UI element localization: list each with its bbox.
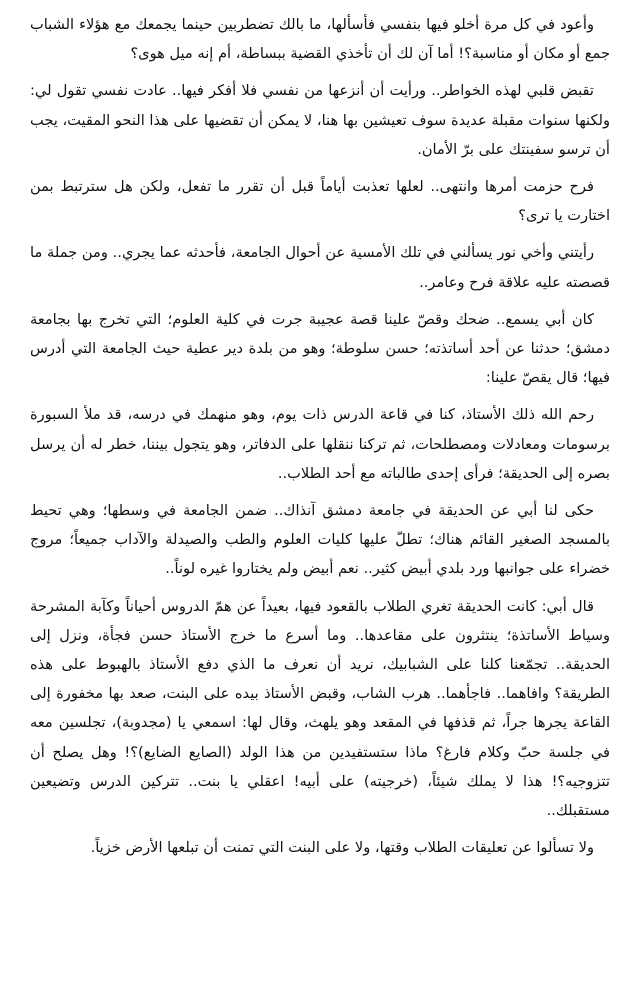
paragraph-2: تقبض قلبي لهذه الخواطر.. ورأيت أن أنزعها من نفسي فلا أفكر فيها.. عادت نفسي تقول لي: ولكنها سنوات مقبلة عديدة سوف تعيشين بها هنا، لا يمكن أن تقضيها على هذا النحو المقيت، يجب أن ترسو سفينتك على برّ الأمان. [30, 82, 610, 158]
paragraph-5: كان أبي يسمع.. ضحك وقصّ علينا قصة عجيبة جرت في كلية العلوم؛ التي تخرج بها بجامعة دمشق؛ حدثنا عن أحد أساتذته؛ حسن سلوطة؛ وهو من بلدة دير عطية حيث الجامعة التي أدرس فيها؛ قال يقصّ علينا: [30, 310, 610, 387]
paragraph-9: ولا تسألوا عن تعليقات الطلاب وقتها، ولا على البنت التي تمنت أن تبلعها الأرض خزياً. [90, 839, 594, 857]
paragraph-8: قال أبي: كانت الحديقة تغري الطلاب بالقعود فيها، بعيداً عن همّ الدروس أحياناً وكآبة المشرحة وسياط الأساتذة؛ ينتثرون على مقاعدها.. وما أسرع ما خرج الأستاذ حسن فجأة، ونزل إلى الحديقة.. تجمّعنا كلنا على الشبابيك، نريد أن نعرف ما الذي دفع الأستاذ بالهبوط على هذه الطريقة؟ وافاهما.. فاجأهما.. هرب الشاب، وقبض الأستاذ بيده على البنت، صعد بها مخفورة إلى القاعة يجرها جراً، ثم قذفها في المقعد وهو يلهث، وقال لها: اسمعي يا (مجدوبة)، تجلسين معه في جلسة حبّ وكلام فارغ؟ ماذا ستستفيدين من هذا الولد (الصايع الضايع)؟! وهل يصلح أن تتزوجيه؟! هذا لا يملك شيئاً، (خرجيته) على أبيه! اعقلي يا بنت.. تتركين الدرس وتضيعين مستقبلك.. [30, 597, 610, 820]
paragraph-3: فرح حزمت أمرها وانتهى.. لعلها تعذبت أياماً قبل أن تقرر ما تفعل، ولكن هل سترتبط بمن اختارت يا ترى؟ [30, 178, 610, 225]
paragraph-4: رأيتني وأخي نور يسألني في تلك الأمسية عن أحوال الجامعة، فأحدثه عما يجري.. ومن جملة ما قصصته عليه علاقة فرح وعامر.. [30, 244, 610, 291]
paragraph-6: رحم الله ذلك الأستاذ، كنا في قاعة الدرس ذات يوم، وهو منهمك في درسه، قد ملأ السبورة برسومات ومعادلات ومصطلحات، ثم تركنا ننقلها على الدفاتر، وهو يتجول بيننا، خطر له أن يرسل بصره إلى الحديقة؛ فرأى إحدى طالباته مع أحد الطلاب.. [30, 406, 610, 482]
paragraph-1: وأعود في كل مرة أخلو فيها بنفسي فأسألها، ما بالك تضطربين حينما يجمعك مع هؤلاء الشباب جمع أو مكان أو مناسبة؟! أما آن لك أن تأخذي القضية ببساطة، أم إنه ميل هوى؟ [30, 16, 610, 63]
paragraph-7: حكى لنا أبي عن الحديقة في جامعة دمشق آنذاك.. ضمن الجامعة في وسطها؛ وهي تحيط بالمسجد الصغير القائم هناك؛ تطلّ عليها كليات العلوم والطب والصيدلة والآداب جميعاً؛ مروج خضراء على جوانبها ورد بلدي أبيض كثير.. نعم أبيض ولم يختاروا غيره لوناً.. [30, 502, 610, 578]
body-text [30, 10, 610, 862]
